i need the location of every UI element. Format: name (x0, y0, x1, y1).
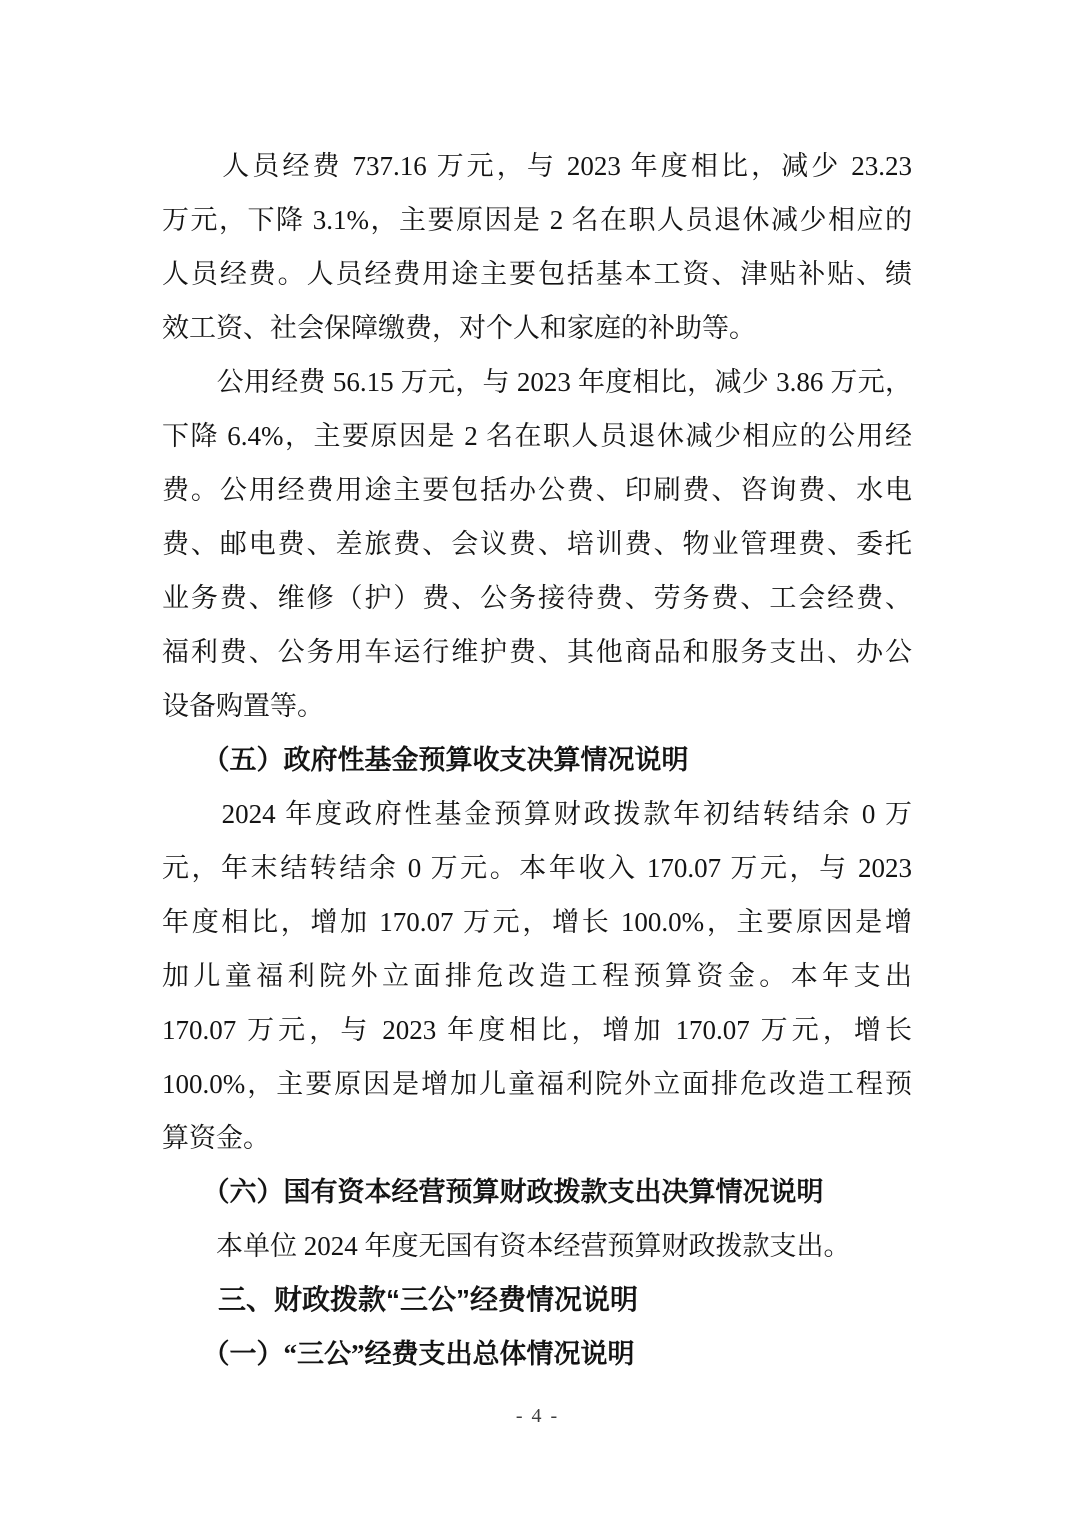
text-line: 元，年末结转结余 0 万元。本年收入 170.07 万元，与 2023 (162, 853, 912, 883)
text-line: 费。公用经费用途主要包括办公费、印刷费、咨询费、水电 (162, 475, 912, 505)
text-line: 2024 年度政府性基金预算财政拨款年初结转结余 0 万 (162, 799, 912, 829)
section-heading (162, 733, 912, 787)
section-heading (162, 1165, 912, 1219)
heading-line: 三、财政拨款“三公”经费情况说明 (162, 1284, 639, 1315)
heading-line: （一）“三公”经费支出总体情况说明 (162, 1339, 635, 1369)
section-heading (162, 1273, 912, 1327)
text-line: 算资金。 (162, 1123, 270, 1153)
text-line: 100.0%，主要原因是增加儿童福利院外立面排危改造工程预 (162, 1069, 912, 1099)
text-line: 人员经费。人员经费用途主要包括基本工资、津贴补贴、绩 (162, 259, 912, 289)
text-line: 福利费、公务用车运行维护费、其他商品和服务支出、办公 (162, 637, 912, 667)
page-number: - 4 - (515, 1405, 560, 1427)
paragraph (162, 355, 912, 733)
text-line: 费、邮电费、差旅费、会议费、培训费、物业管理费、委托 (162, 529, 912, 559)
text-line: 年度相比，增加 170.07 万元，增长 100.0%，主要原因是增 (162, 907, 912, 937)
section-heading (162, 1327, 912, 1381)
text-line: 加儿童福利院外立面排危改造工程预算资金。本年支出 (162, 961, 912, 991)
text-line: 本单位 2024 年度无国有资本经营预算财政拨款支出。 (162, 1231, 851, 1261)
text-line: 下降 6.4%，主要原因是 2 名在职人员退休减少相应的公用经 (162, 421, 912, 451)
text-line: 170.07 万元，与 2023 年度相比，增加 170.07 万元，增长 (162, 1015, 912, 1045)
text-line: 万元，下降 3.1%，主要原因是 2 名在职人员退休减少相应的 (162, 205, 912, 235)
paragraph (162, 787, 912, 1165)
text-line: 公用经费 56.15 万元，与 2023 年度相比，减少 3.86 万元， (162, 367, 912, 397)
text-line: 设备购置等。 (162, 691, 324, 721)
text-line: 效工资、社会保障缴费，对个人和家庭的补助等。 (162, 313, 756, 343)
text-line: 业务费、维修（护）费、公务接待费、劳务费、工会经费、 (162, 583, 912, 613)
paragraph (162, 1219, 912, 1273)
text-line: 人员经费 737.16 万元，与 2023 年度相比，减少 23.23 (162, 151, 912, 181)
heading-line: （五）政府性基金预算收支决算情况说明 (162, 745, 689, 775)
document-body (162, 139, 912, 1381)
heading-line: （六）国有资本经营预算财政拨款支出决算情况说明 (162, 1177, 824, 1207)
paragraph (162, 139, 912, 355)
